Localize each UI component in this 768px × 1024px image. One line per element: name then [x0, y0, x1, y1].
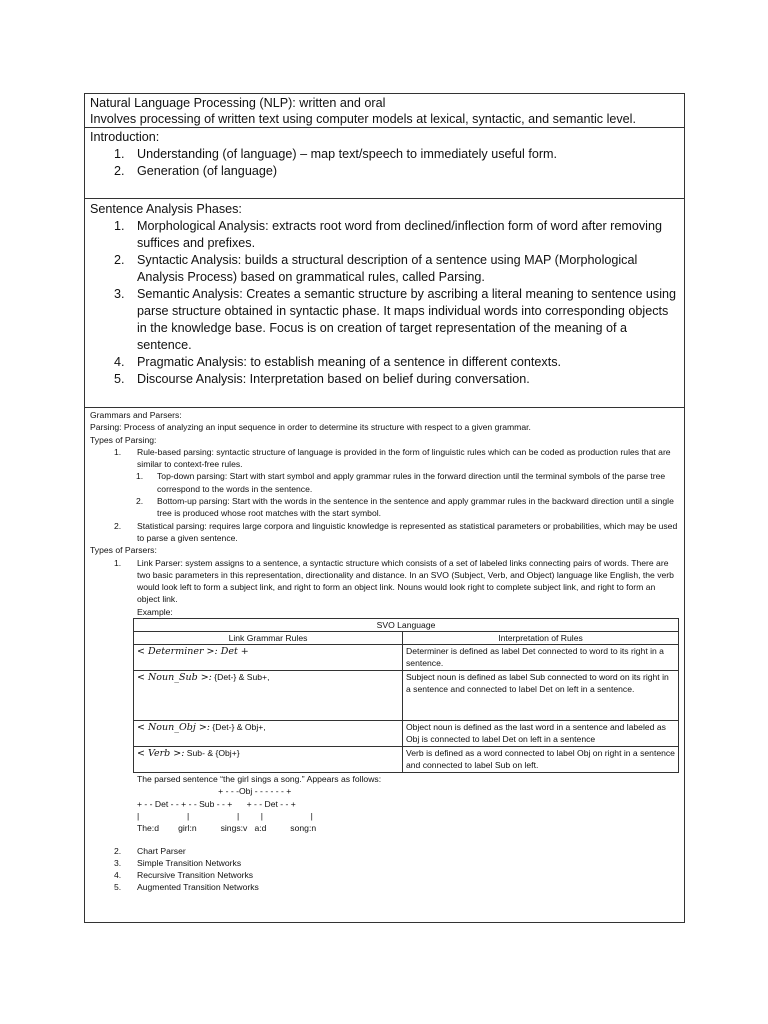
types-of-parsing-heading: Types of Parsing:	[90, 434, 157, 445]
parse-line: + - - Det - - + - - Sub - - + + - - Det - - +	[137, 798, 296, 809]
parsers-list	[90, 557, 679, 618]
types-of-parsers-heading: Types of Parsers:	[90, 545, 157, 556]
table-row	[134, 721, 679, 747]
list-item: 5. Augmented Transition Networks	[114, 882, 259, 893]
list-item: 5. Discourse Analysis: Interpretation based on belief during conversation.	[114, 372, 530, 386]
list-item: 2. Chart Parser	[114, 845, 186, 856]
parse-diagram	[137, 785, 679, 834]
nlp-description-line: Involves processing of written text using computer models at lexical, syntactic, and semantic level.	[90, 112, 636, 126]
list-item: 3. Semantic Analysis: Creates a semantic structure by ascribing a literal meaning to sentence using parse structure obtained in syntactic phase. It maps individual words into corresponding objects in the knowledge base. Focus is on creation of target representation of the meaning of a sentence.	[114, 287, 676, 352]
list-item: 4. Recursive Transition Networks	[114, 870, 254, 881]
introduction-list	[90, 146, 679, 180]
introduction-section	[85, 128, 684, 199]
svo-rules-table	[133, 618, 679, 773]
parsing-types-list	[90, 446, 679, 544]
list-item: 1. Rule-based parsing: syntactic structure of language is provided in the form of linguistic rules which can be coded as production rules that are similar to context-free rules. 1. Top-down parsing: Start with start symbol and apply grammar rules in the forward direction until the terminal symbols of the parse tree correspond to the words in the sentence. 2. Bottom-up parsing: Start with the words in the sentence in the sentence and apply grammar rules in the backward direction until a single tree is produced whose root matches with the start symbol.	[90, 446, 679, 520]
table-row	[134, 671, 679, 721]
list-item: 3. Simple Transition Networks	[114, 857, 242, 868]
list-item: 2. Syntactic Analysis: builds a structural description of a sentence using MAP (Morphological Analysis Process) based on grammatical rules, called Parsing.	[114, 253, 638, 284]
table-row	[134, 747, 679, 773]
list-item: 2. Statistical parsing: requires large corpora and linguistic knowledge is represented as statistical parameters or probabilities, which may be used to parse a given sentence.	[114, 520, 678, 543]
rule-cell: < Noun_Sub >: {Det-} & Sub+,	[134, 671, 403, 721]
column-header: Link Grammar Rules	[134, 632, 403, 645]
phases-heading: Sentence Analysis Phases:	[90, 202, 242, 216]
column-header: Interpretation of Rules	[403, 632, 679, 645]
interpretation-cell: Subject noun is defined as label Sub connected to word on its right in a sentence and connected to label Det on left in a sentence.	[403, 671, 679, 721]
parsing-definition: Parsing: Process of analyzing an input sequence in order to determine its structure with respect to a given grammar.	[90, 422, 531, 433]
example-label: Example:	[137, 606, 173, 617]
interpretation-cell: Determiner is defined as label Det connected to word to its right in a sentence.	[403, 645, 679, 671]
grammars-parsers-section	[85, 408, 684, 922]
interpretation-cell: Object noun is defined as the last word in a sentence and labeled as Obj is connected to label Det on left in a sentence	[403, 721, 679, 747]
list-item: 1. Top-down parsing: Start with start symbol and apply grammar rules in the forward direction until the terminal symbols of the parse tree correspond to the words in the sentence.	[136, 471, 666, 494]
phases-list	[90, 218, 679, 388]
table-row	[134, 645, 679, 671]
parse-line: | | | | |	[137, 810, 313, 821]
interpretation-cell: Verb is defined as a word connected to label Obj on right in a sentence and connected to label Sub on left.	[403, 747, 679, 773]
rule-cell: < Verb >: Sub- & {Obj+}	[134, 747, 403, 773]
document-frame	[84, 93, 685, 923]
rule-cell: < Determiner >: Det +	[134, 645, 403, 671]
list-item: 1. Morphological Analysis: extracts root word from declined/inflection form of word after removing suffices and prefixes.	[114, 219, 662, 250]
list-item: 1. Link Parser: system assigns to a sentence, a syntactic structure which consists of a set of labeled links connecting pairs of words. There are two basic parameters in this representation, directionality and distance. In an SVO (Subject, Verb, and Object) language like English, the verb would look left to form a subject link, and right to form an object link. Nouns would look right to complete subject link, and right to form an object link. Example:	[90, 557, 679, 618]
list-item: 2. Generation (of language)	[114, 164, 278, 178]
list-item: 1. Understanding (of language) – map text/speech to immediately useful form.	[114, 147, 558, 161]
other-parsers-list	[90, 845, 679, 894]
introduction-heading: Introduction:	[90, 130, 160, 144]
table-title: SVO Language	[134, 619, 679, 632]
parse-line: The:d girl:n sings:v a:d song:n	[137, 823, 317, 834]
rule-cell: < Noun_Obj >: {Det-} & Obj+,	[134, 721, 403, 747]
grammars-heading: Grammars and Parsers:	[90, 410, 182, 420]
parsed-sentence-intro: The parsed sentence “the girl sings a song.” Appears as follows:	[137, 774, 382, 785]
nlp-overview-section	[85, 94, 684, 128]
parse-line: + - - -Obj - - - - - - +	[137, 786, 292, 797]
rule-based-sublist	[135, 470, 679, 519]
nlp-title-line: Natural Language Processing (NLP): written and oral	[90, 96, 386, 110]
sentence-analysis-section	[85, 199, 684, 408]
list-item: 4. Pragmatic Analysis: to establish meaning of a sentence in different contexts.	[114, 355, 561, 369]
list-item: 2. Bottom-up parsing: Start with the words in the sentence in the sentence and apply grammar rules in the backward direction until a single tree is produced whose root matches with the start symbol.	[136, 496, 674, 519]
